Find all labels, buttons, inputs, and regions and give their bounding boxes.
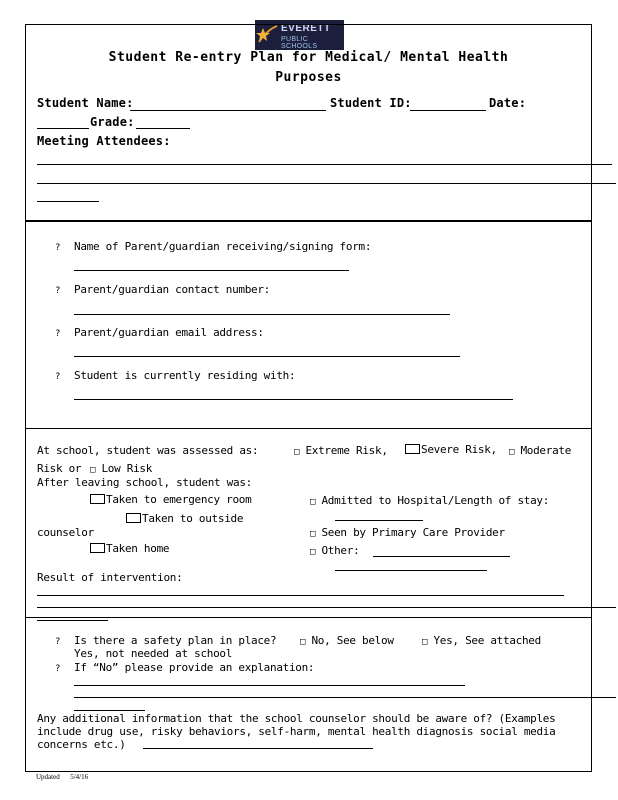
attendees-field-line-1[interactable] <box>37 164 612 165</box>
after-leaving-label: After leaving school, student was: <box>37 476 252 489</box>
residing-field[interactable] <box>74 399 513 400</box>
parent-contact-label: Parent/guardian contact number: <box>74 283 270 296</box>
hospital-stay-field[interactable] <box>335 520 423 521</box>
assessed-prefix: At school, student was assessed as: <box>37 444 259 457</box>
bullet-icon: ? <box>55 243 61 253</box>
other-field-line-2[interactable] <box>335 570 487 571</box>
admitted-hospital-option[interactable] <box>310 494 549 509</box>
additional-info-line-1: Any additional information that the school counselor should be aware of? (Examples <box>37 712 556 725</box>
parent-email-label: Parent/guardian email address: <box>74 326 264 339</box>
risk-extreme-option[interactable] <box>294 444 388 459</box>
student-name-label: Student Name: <box>37 96 134 110</box>
taken-outside-label-cont: counselor <box>37 526 94 539</box>
result-field-line-2[interactable] <box>37 607 616 608</box>
taken-emergency-label: Taken to emergency room <box>106 493 252 506</box>
date-field[interactable] <box>37 128 89 129</box>
parent-name-field[interactable] <box>74 270 349 271</box>
meeting-attendees-label: Meeting Attendees: <box>37 134 171 148</box>
bullet-icon: ? <box>55 372 61 382</box>
seen-primary-option[interactable] <box>310 526 505 541</box>
parent-email-field[interactable] <box>74 356 460 357</box>
student-name-field[interactable] <box>130 110 326 111</box>
other-option[interactable] <box>310 544 359 559</box>
attendees-field-line-3[interactable] <box>37 201 99 202</box>
bullet-icon: ? <box>55 664 61 674</box>
safety-not-needed-option[interactable] <box>74 647 232 660</box>
risk-severe-option[interactable] <box>405 443 497 456</box>
other-field[interactable] <box>373 556 510 557</box>
if-no-explanation-label: If “No” please provide an explanation: <box>74 661 315 674</box>
safety-no-label: No, See below <box>311 634 394 647</box>
risk-moderate-option[interactable] <box>509 444 571 459</box>
parent-contact-field[interactable] <box>74 314 450 315</box>
checkbox-icon: □ <box>310 529 316 539</box>
taken-emergency-option[interactable] <box>90 493 251 506</box>
taken-outside-option[interactable] <box>126 512 243 525</box>
risk-low-option[interactable] <box>90 462 152 477</box>
logo-text-main: EVERETT <box>281 23 331 34</box>
explanation-field-line-2[interactable] <box>74 697 616 698</box>
section-divider-2 <box>25 428 592 429</box>
additional-info-line-2: include drug use, risky behaviors, self-harm, mental health diagnosis social media <box>37 725 556 738</box>
section-divider-1 <box>25 220 592 222</box>
risk-severe-label: Severe Risk, <box>421 443 497 456</box>
seen-primary-label: Seen by Primary Care Provider <box>321 526 505 539</box>
taken-outside-label: Taken to outside <box>142 512 244 525</box>
checkbox-icon: □ <box>310 547 316 557</box>
checkbox-icon: □ <box>90 465 96 475</box>
taken-home-option[interactable] <box>90 542 169 555</box>
footer-updated-date: 5/4/16 <box>70 773 89 781</box>
footer-updated-label: Updated <box>36 773 60 781</box>
risk-moderate-label: Moderate <box>520 444 572 457</box>
safety-no-option[interactable] <box>300 634 394 649</box>
page-subtitle: Purposes <box>275 70 342 85</box>
parent-name-label: Name of Parent/guardian receiving/signing form: <box>74 240 372 253</box>
risk-extreme-label: Extreme Risk, <box>305 444 388 457</box>
checkbox-icon <box>90 494 105 504</box>
checkbox-icon: □ <box>310 497 316 507</box>
safety-yes-option[interactable] <box>422 634 541 649</box>
checkbox-icon <box>90 543 105 553</box>
footer-updated <box>36 773 88 782</box>
bullet-icon: ? <box>55 637 61 647</box>
result-field-line-1[interactable] <box>37 595 564 596</box>
explanation-field-line-3[interactable] <box>74 710 145 711</box>
taken-home-label: Taken home <box>106 542 170 555</box>
safety-plan-question: Is there a safety plan in place? <box>74 634 277 647</box>
result-label: Result of intervention: <box>37 571 183 584</box>
residing-label: Student is currently residing with: <box>74 369 296 382</box>
checkbox-icon: □ <box>422 637 428 647</box>
checkbox-icon <box>405 444 420 454</box>
grade-field[interactable] <box>136 128 190 129</box>
other-label: Other: <box>321 544 360 557</box>
bullet-icon: ? <box>55 286 61 296</box>
checkbox-icon: □ <box>300 637 306 647</box>
safety-yes-label: Yes, See attached <box>433 634 541 647</box>
bullet-icon: ? <box>55 329 61 339</box>
student-id-label: Student ID: <box>330 96 412 110</box>
explanation-field-line-1[interactable] <box>74 685 465 686</box>
attendees-field-line-2[interactable] <box>37 183 616 184</box>
student-id-field[interactable] <box>410 110 486 111</box>
section-divider-3 <box>25 617 592 618</box>
risk-moderate-label-cont: Risk or <box>37 462 82 475</box>
additional-info-line-3: concerns etc.) <box>37 738 126 751</box>
logo-text-sub: PUBLIC SCHOOLS <box>281 36 318 50</box>
admitted-hospital-label: Admitted to Hospital/Length of stay: <box>321 494 550 507</box>
date-label: Date: <box>489 96 527 110</box>
risk-low-label: Low Risk <box>101 462 153 475</box>
page-title: Student Re-entry Plan for Medical/ Mental Health <box>108 50 509 65</box>
checkbox-icon: □ <box>509 447 515 457</box>
checkbox-icon: □ <box>294 447 300 457</box>
safety-not-needed-label: Yes, not needed at school <box>74 647 233 660</box>
result-field-line-3[interactable] <box>37 620 108 621</box>
checkbox-icon <box>126 513 141 523</box>
additional-info-field[interactable] <box>143 748 373 749</box>
grade-label: Grade: <box>90 115 135 129</box>
